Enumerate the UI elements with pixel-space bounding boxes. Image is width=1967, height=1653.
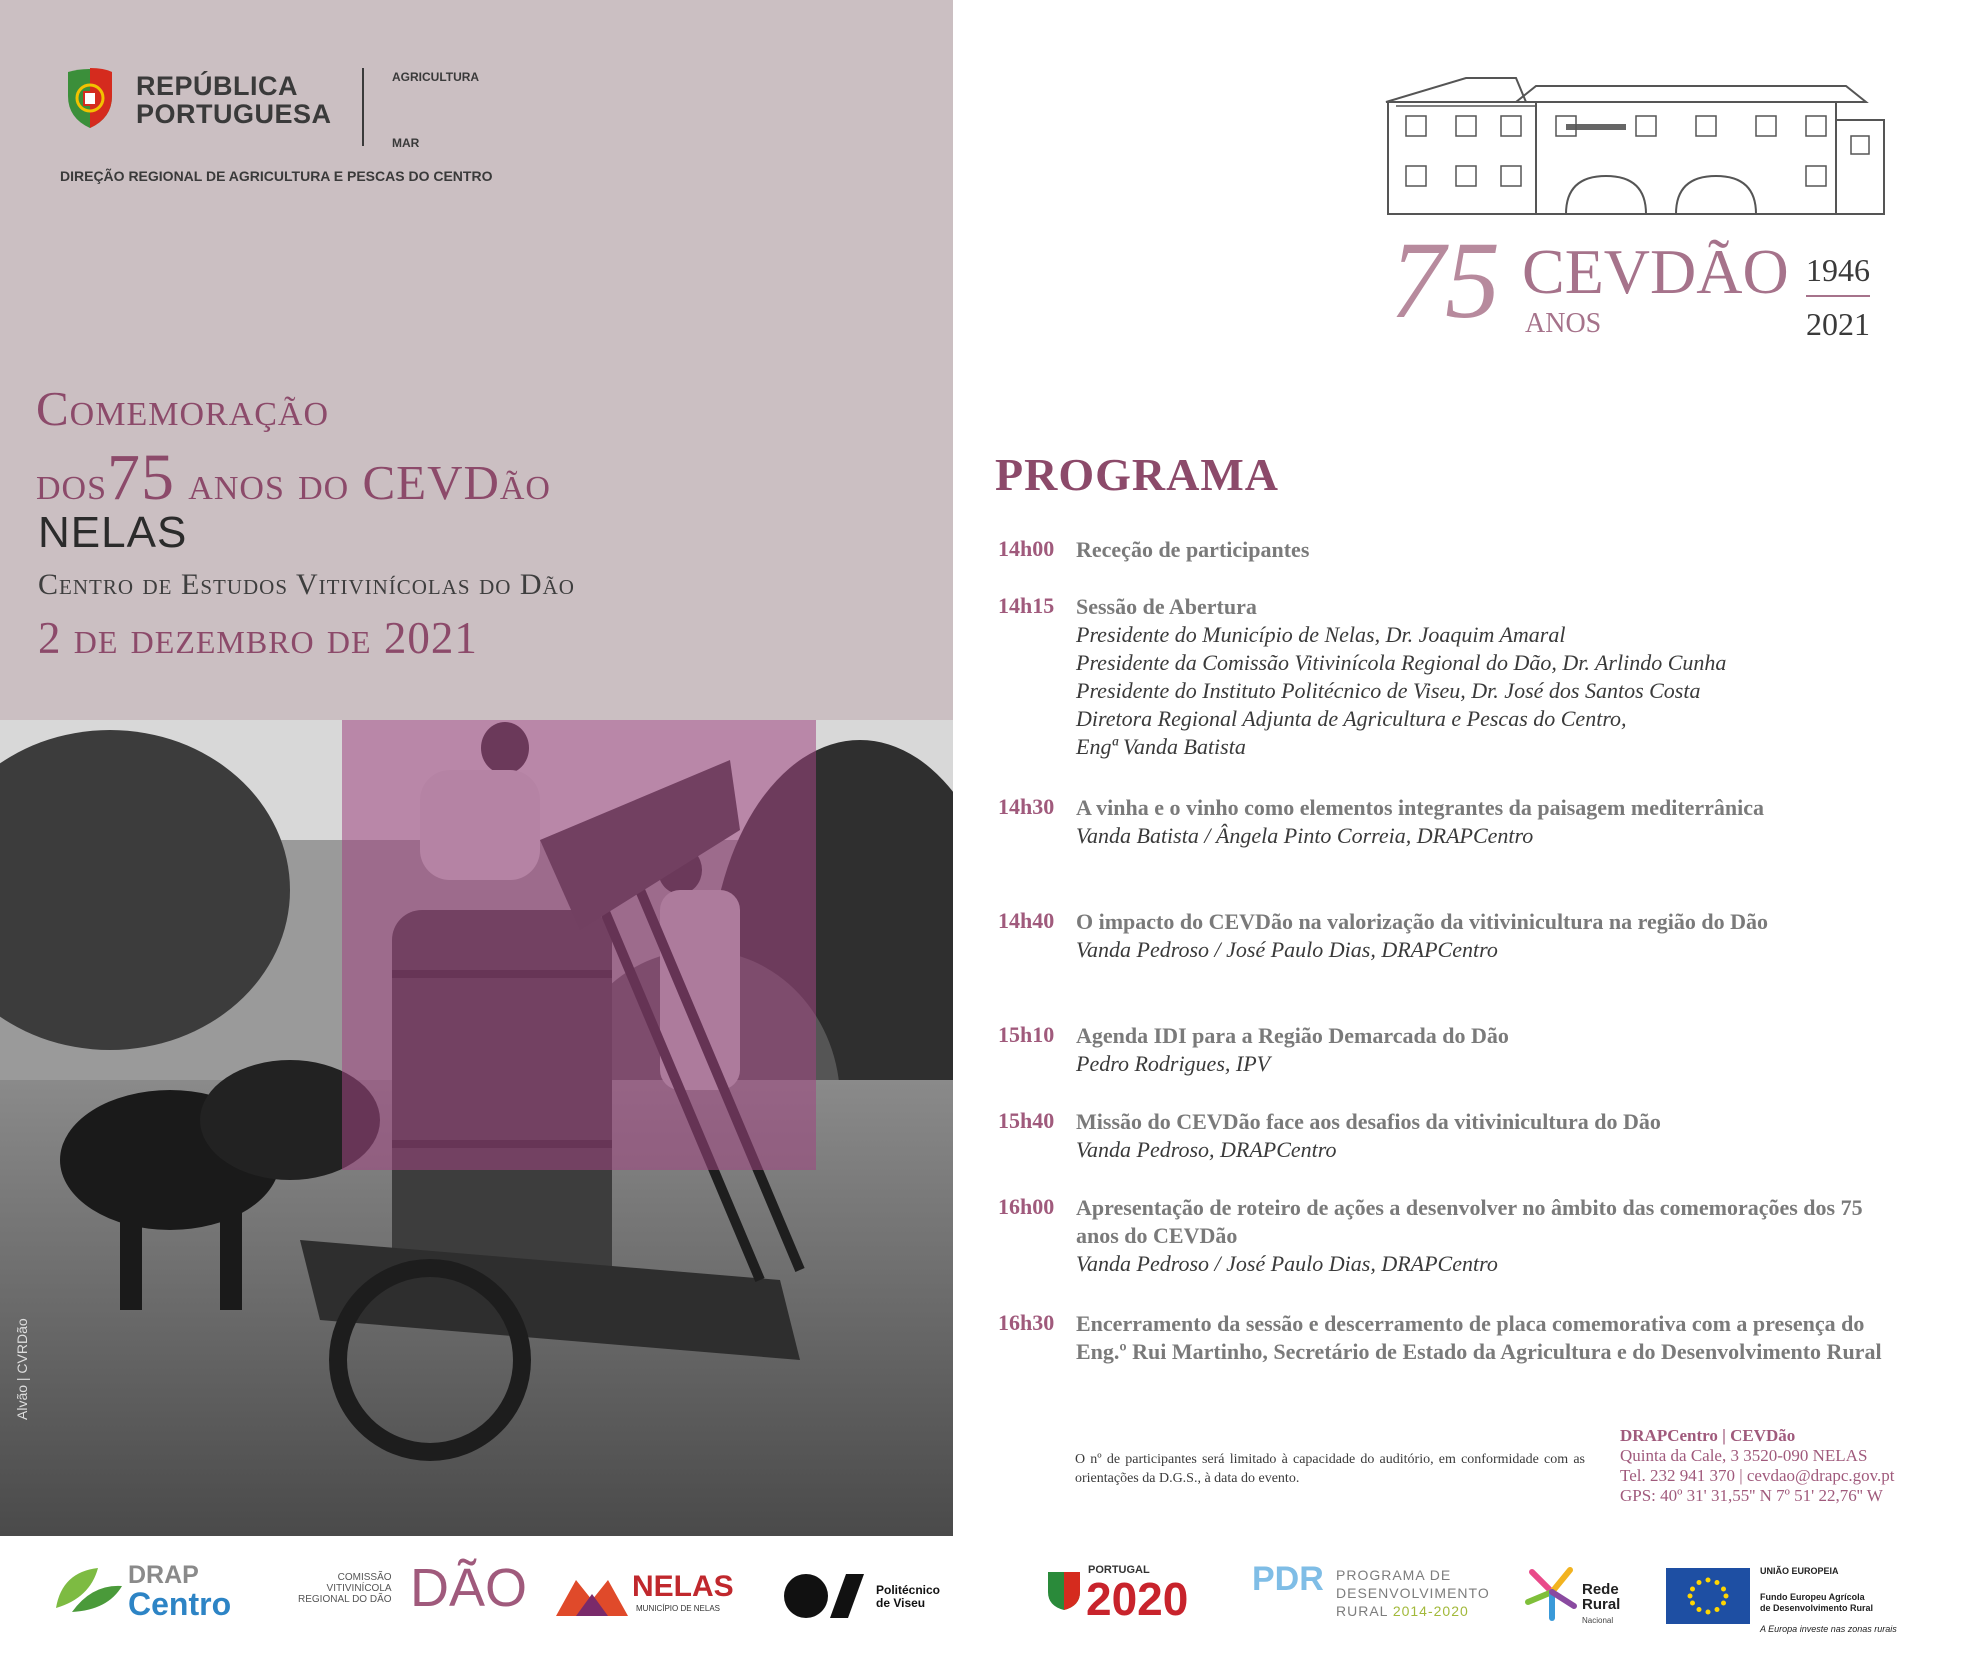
programme-body <box>1076 1310 1896 1366</box>
eu-tagline: A Europa investe nas zonas rurais <box>1760 1624 1897 1634</box>
eu-fund <box>1760 1592 1873 1614</box>
programme-body <box>1076 1108 1896 1164</box>
programme-body <box>1076 1022 1896 1078</box>
programme-speaker: Vanda Pedroso / José Paulo Dias, DRAPCentro <box>1076 1251 1498 1276</box>
header-panel <box>0 0 953 720</box>
programme-title: Receção de participantes <box>1076 537 1310 562</box>
programme-title: A vinha e o vinho como elementos integrantes da paisagem mediterrânica <box>1076 795 1765 820</box>
programme-time: 14h00 <box>998 536 1055 561</box>
event-title-number: 75 <box>107 441 176 514</box>
ipv-dot-icon <box>784 1574 828 1618</box>
historic-photo <box>0 720 953 1536</box>
programme-title: Agenda IDI para a Região Demarcada do Dão <box>1076 1023 1509 1048</box>
contact-block <box>1620 1426 1895 1506</box>
programme-body <box>1076 1194 1896 1278</box>
ipv-slash-icon <box>830 1574 864 1618</box>
government-name <box>136 72 332 128</box>
pdr-text <box>1336 1566 1490 1620</box>
programme-body <box>1076 908 1896 964</box>
building-illustration-icon <box>1376 76 1888 216</box>
programme-speaker: Engª Vanda Batista <box>1076 734 1246 759</box>
nelas-subtitle: MUNICÍPIO DE NELAS <box>636 1604 721 1613</box>
programme-time: 15h40 <box>998 1108 1055 1133</box>
programme-speaker: Vanda Batista / Ângela Pinto Correia, DRAPCentro <box>1076 823 1534 848</box>
portugal2020-big: 2020 <box>1086 1573 1189 1625</box>
programme-title: Sessão de Abertura <box>1076 594 1257 619</box>
programme-speaker: Vanda Pedroso / José Paulo Dias, DRAPCentro <box>1076 937 1498 962</box>
rede-rural-logo <box>1582 1582 1620 1612</box>
cvr-dao-logo: DÃO <box>410 1558 528 1618</box>
contact-head: DRAPCentro | CEVDão <box>1620 1426 1796 1445</box>
programme-body <box>1076 536 1896 564</box>
government-name-line1: REPÚBLICA <box>136 71 299 101</box>
programme-heading: PROGRAMA <box>995 449 1279 500</box>
event-place: NELAS <box>38 508 188 557</box>
drap-logo-line2: Centro <box>128 1586 232 1622</box>
photo-credit: Alvão | CVRDão <box>14 1318 30 1420</box>
anniversary-year-end: 2021 <box>1806 306 1870 342</box>
eu-fund-line1: Fundo Europeu Agrícola <box>1760 1592 1865 1602</box>
event-title-line1: Comemoração <box>36 381 330 436</box>
rede-line2: Rural <box>1582 1596 1621 1613</box>
ministry-agriculture: AGRICULTURA <box>392 70 480 84</box>
contact-address: Quinta da Cale, 3 3520-090 NELAS <box>1620 1446 1868 1465</box>
pdr-line3-label: RURAL <box>1336 1603 1388 1619</box>
ministry-sea: MAR <box>392 136 420 150</box>
programme-speaker: Presidente da Comissão Vitivinícola Regional do Dão, Dr. Arlindo Cunha <box>1076 650 1727 675</box>
event-centre: Centro de Estudos Vitivinícolas do Dão <box>38 568 575 601</box>
programme-speaker: Pedro Rodrigues, IPV <box>1076 1051 1271 1076</box>
programme-title: Apresentação de roteiro de ações a desenvolver no âmbito das comemorações dos 75 anos do CEVDão <box>1076 1195 1863 1248</box>
programme-title: Encerramento da sessão e descerramento de placa comemorativa com a presença do Eng.º Rui Martinho, Secretário de Estado da Agricultura e do Desenvolvimento Rural <box>1076 1311 1882 1364</box>
programme-speaker: Presidente do Instituto Politécnico de Viseu, Dr. José dos Santos Costa <box>1076 678 1701 703</box>
programme-time: 14h15 <box>998 593 1055 618</box>
anniversary-anos: ANOS <box>1525 308 1602 339</box>
anniversary-number: 75 <box>1390 219 1500 341</box>
programme-body <box>1076 593 1896 761</box>
event-title-prefix: dos <box>36 455 108 510</box>
programme-title: Missão do CEVDão face aos desafios da vitivinicultura do Dão <box>1076 1109 1661 1134</box>
portugal-emblem-icon <box>62 66 120 130</box>
programme-time: 14h40 <box>998 908 1055 933</box>
pdr-line2: DESENVOLVIMENTO <box>1336 1585 1490 1601</box>
ipv-logo-text: Politécnico de Viseu <box>876 1583 941 1610</box>
programme-speaker: Vanda Pedroso, DRAPCentro <box>1076 1137 1337 1162</box>
pdr-mark: PDR <box>1252 1560 1324 1598</box>
programme-title: O impacto do CEVDão na valorização da vitivinicultura na região do Dão <box>1076 909 1768 934</box>
drap-centro-logo <box>128 1562 231 1620</box>
pdr-years: 2014-2020 <box>1392 1603 1469 1619</box>
eu-flag-icon <box>1666 1568 1750 1624</box>
programme-time: 16h30 <box>998 1310 1055 1335</box>
programme-body <box>1076 794 1896 850</box>
anniversary-divider <box>1806 295 1870 297</box>
contact-phone-email[interactable]: Tel. 232 941 370 | cevdao@drapc.gov.pt <box>1620 1466 1895 1485</box>
government-name-line2: PORTUGUESA <box>136 99 332 129</box>
photo-color-overlay <box>342 720 816 1170</box>
rede-rural-icon <box>1522 1562 1580 1622</box>
anniversary-name: CEVDÃO <box>1522 236 1789 307</box>
cvr-dao-small-text: COMISSÃO VITIVINÍCOLA REGIONAL DO DÃO <box>298 1572 392 1605</box>
partner-logos <box>0 1536 1967 1653</box>
anniversary-year-start: 1946 <box>1806 252 1870 288</box>
eu-fund-line2: de Desenvolvimento Rural <box>1760 1603 1874 1613</box>
programme-time: 14h30 <box>998 794 1055 819</box>
event-date: 2 de dezembro de 2021 <box>38 613 478 663</box>
rede-line1: Rede <box>1582 1581 1619 1598</box>
eu-heading: UNIÃO EUROPEIA <box>1760 1566 1839 1576</box>
contact-gps: GPS: 40º 31' 31,55'' N 7º 51' 22,76'' W <box>1620 1486 1883 1505</box>
event-title-line2 <box>36 440 551 516</box>
portugal2020-small: PORTUGAL <box>1088 1564 1150 1576</box>
nelas-logo: NELAS <box>632 1570 734 1603</box>
divider <box>362 68 364 146</box>
event-title-suffix: anos do CEVDão <box>175 455 551 510</box>
nelas-mark-icon <box>556 1576 628 1616</box>
pdr-line1: PROGRAMA DE <box>1336 1567 1452 1583</box>
pdr-line3 <box>1336 1602 1490 1620</box>
programme-time: 16h00 <box>998 1194 1055 1219</box>
programme-time: 15h10 <box>998 1022 1055 1047</box>
drap-logo-line1: DRAP <box>128 1561 199 1589</box>
regional-direction: DIREÇÃO REGIONAL DE AGRICULTURA E PESCAS DO CENTRO <box>60 168 493 184</box>
drap-leaf-icon <box>52 1564 124 1616</box>
portugal2020-flag-icon <box>1044 1568 1084 1612</box>
programme-speaker: Presidente do Município de Nelas, Dr. Joaquim Amaral <box>1076 622 1566 647</box>
programme-speaker: Diretora Regional Adjunta de Agricultura e Pescas do Centro, <box>1076 706 1627 731</box>
rede-rural-subtitle: Nacional <box>1582 1616 1614 1625</box>
participants-note: O nº de participantes será limitado à capacidade do auditório, em conformidade com as orientações da D.G.S., à data do evento. <box>1075 1452 1585 1486</box>
